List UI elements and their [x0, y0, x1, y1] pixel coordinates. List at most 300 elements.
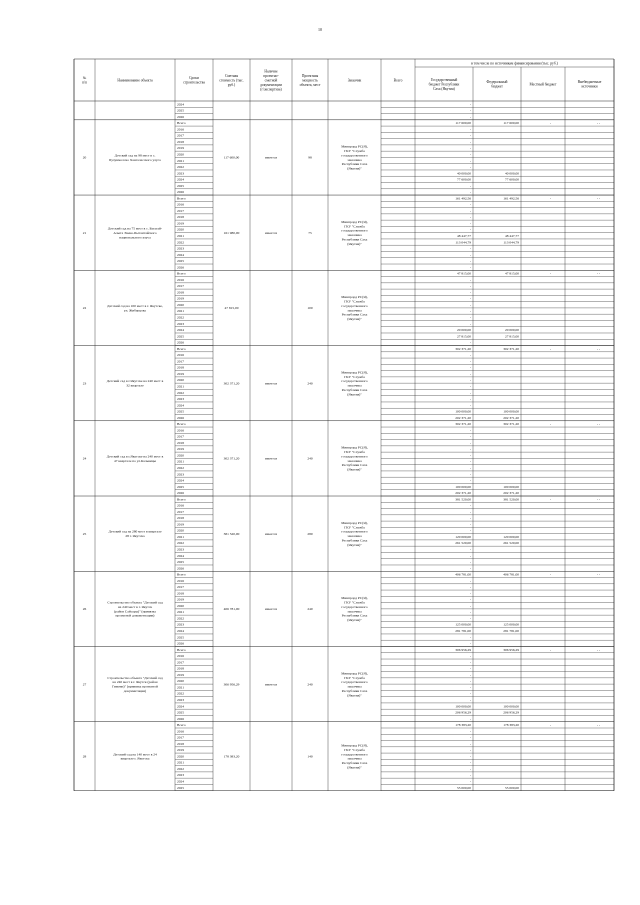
project-name: проектной документации): [115, 613, 155, 618]
year-cell: 2025: [177, 108, 184, 113]
year-cell: 2017: [177, 585, 184, 590]
project-name: Строительство объекта "Детский сад: [107, 675, 163, 680]
project-name: Детский сад на 280 мест в квартале: [108, 529, 162, 534]
year-cell: 2020: [177, 453, 184, 458]
total-cell: -: [469, 440, 471, 445]
total-cell: 281 781,00: [455, 629, 471, 634]
project-customer: государственного: [341, 529, 368, 534]
total-cell: 47 815,00: [457, 271, 471, 276]
project-name: Детский сад на 140 мест в 24: [113, 752, 157, 757]
project-customer: ГКУ "Служба: [344, 675, 365, 680]
total-cell: -: [469, 547, 471, 552]
year-cell: 2025: [177, 484, 184, 489]
column-header: Наименование объекта: [117, 78, 153, 83]
project-capacity: 140: [307, 754, 313, 759]
year-cell: 2017: [177, 509, 184, 514]
year-cell: 2021: [177, 384, 184, 389]
year-cell: 2022: [177, 541, 184, 546]
year-cell: 2016: [177, 202, 184, 207]
total-cell: -: [469, 221, 471, 226]
total-cell: 113 044,79: [455, 240, 471, 245]
year-cell: 2026: [177, 716, 184, 721]
project-customer: Республики Саха: [341, 538, 368, 543]
year-cell: 2016: [177, 729, 184, 734]
total-cell: 27 815,00: [457, 334, 471, 339]
state-budget-cell: 113 044,79: [503, 240, 519, 245]
state-budget-cell: 206 956,29: [503, 710, 519, 715]
year-cell: Всего: [177, 723, 186, 728]
year-cell: 2026: [177, 566, 184, 571]
project-customer: Минпрорд РС(Я),: [341, 295, 368, 300]
column-header: строительства: [183, 80, 205, 85]
year-cell: 2023: [177, 697, 184, 702]
project-name: 47 квартале по ул.Кальвицы: [114, 458, 156, 463]
total-cell: -: [469, 666, 471, 671]
federal-budget-cell: -: [549, 647, 551, 652]
total-cell: -: [469, 114, 471, 119]
federal-budget-cell: -: [549, 572, 551, 577]
project-customer: Республики Саха: [341, 613, 368, 618]
total-cell: -: [469, 390, 471, 395]
column-header: №: [82, 76, 87, 81]
year-cell: 2018: [177, 365, 184, 370]
total-cell: -: [469, 428, 471, 433]
project-customer: заказчика: [347, 684, 362, 689]
year-cell: 2024: [177, 779, 184, 784]
total-cell: -: [469, 202, 471, 207]
project-customer: ГКУ "Служба: [344, 450, 365, 455]
project-number: 21: [82, 230, 87, 235]
year-cell: 2019: [177, 672, 184, 677]
total-cell: -: [469, 127, 471, 132]
project-customer: ГКУ "Служба: [344, 747, 365, 752]
total-cell: -: [469, 403, 471, 408]
project-name: Строительство объекта "Детский сад: [107, 600, 163, 605]
total-cell: -: [469, 453, 471, 458]
project-name: Булунмолочо Хангаласского улуса: [109, 157, 161, 162]
total-cell: 161 492,56: [455, 196, 471, 201]
column-header: Саха (Якутия): [433, 86, 455, 91]
total-cell: -: [469, 773, 471, 778]
year-cell: 2022: [177, 315, 184, 320]
year-cell: 2023: [177, 246, 184, 251]
project-cost: 161 980,00: [223, 230, 240, 235]
year-cell: 2017: [177, 660, 184, 665]
total-cell: -: [469, 553, 471, 558]
total-cell: -: [469, 315, 471, 320]
total-cell: -: [469, 528, 471, 533]
total-cell: -: [469, 748, 471, 753]
year-cell: 2018: [177, 591, 184, 596]
total-cell: -: [469, 365, 471, 370]
total-cell: -: [469, 610, 471, 615]
total-cell: -: [469, 729, 471, 734]
year-cell: 2024: [177, 704, 184, 709]
total-cell: 100 000,00: [455, 704, 471, 709]
project-name: Детский сад на 75 мест в с. Батагай-: [107, 226, 163, 231]
total-cell: -: [469, 359, 471, 364]
extrabudget-cell: -: [596, 647, 598, 652]
total-cell: -: [469, 760, 471, 765]
total-cell: -: [469, 603, 471, 608]
year-cell: 2020: [177, 152, 184, 157]
project-cost: 302 371,20: [223, 381, 240, 386]
year-cell: 2024: [177, 553, 184, 558]
project-customer: государственного: [341, 228, 368, 233]
total-cell: -: [469, 252, 471, 257]
year-cell: 2026: [177, 340, 184, 345]
year-cell: 2023: [177, 397, 184, 402]
project-customer: (Якутия)": [347, 241, 362, 246]
project-docs: имеется: [265, 531, 277, 536]
total-cell: -: [469, 447, 471, 452]
state-budget-cell: 161 492,56: [503, 196, 519, 201]
year-cell: 2025: [177, 334, 184, 339]
total-cell: -: [469, 158, 471, 163]
year-cell: 2016: [177, 428, 184, 433]
column-header: Внебюджетные: [577, 80, 602, 85]
column-header: Государственный: [430, 77, 458, 82]
year-cell: 2022: [177, 390, 184, 395]
total-cell: -: [469, 716, 471, 721]
year-cell: 2021: [177, 158, 184, 163]
project-customer: заказчика: [347, 609, 362, 614]
local-budget-cell: -: [598, 422, 600, 427]
total-cell: -: [469, 384, 471, 389]
project-customer: Минпрорд РС(Я),: [341, 219, 368, 224]
project-docs: имеется: [265, 607, 277, 612]
project-customer: Минпрорд РС(Я),: [341, 370, 368, 375]
project-customer: (Якутия)": [347, 693, 362, 698]
year-cell: 2017: [177, 133, 184, 138]
total-cell: 206 956,29: [455, 710, 471, 715]
year-cell: 2024: [177, 403, 184, 408]
project-customer: Минпрорд РС(Я),: [341, 743, 368, 748]
project-cost: 117 600,00: [223, 155, 240, 160]
year-cell: 2022: [177, 691, 184, 696]
project-customer: (Якутия)": [347, 467, 362, 472]
local-budget-cell: -: [598, 346, 600, 351]
column-header: документации: [260, 82, 282, 87]
year-cell: 2021: [177, 309, 184, 314]
year-cell: 2019: [177, 748, 184, 753]
year-cell: 2026: [177, 491, 184, 496]
total-cell: -: [469, 321, 471, 326]
project-number: 23: [82, 381, 87, 386]
total-cell: 77 600,00: [457, 177, 471, 182]
project-customer: государственного: [341, 604, 368, 609]
project-capacity: 240: [307, 607, 313, 612]
year-cell: 2016: [177, 127, 184, 132]
year-cell: 2022: [177, 766, 184, 771]
state-budget-cell: 281 781,00: [503, 629, 519, 634]
project-name: ул. Жиберцова: [124, 308, 146, 313]
project-name: на 240 мест в г. Якутск: [117, 604, 153, 609]
project-customer: (Якутия)": [347, 765, 362, 770]
local-budget-cell: -: [598, 497, 600, 502]
state-budget-cell: 202 371,20: [503, 491, 519, 496]
federal-budget-cell: -: [549, 121, 551, 126]
year-cell: 2025: [177, 259, 184, 264]
total-cell: -: [469, 560, 471, 565]
project-customer: ГКУ "Служба: [344, 374, 365, 379]
total-cell: -: [469, 672, 471, 677]
project-customer: заказчика: [347, 157, 362, 162]
year-cell: Всего: [177, 196, 186, 201]
project-cost: 406 781,00: [223, 607, 240, 612]
total-cell: -: [469, 309, 471, 314]
project-customer: Республики Саха: [341, 387, 368, 392]
year-cell: 2026: [177, 190, 184, 195]
state-budget-cell: 47 815,00: [505, 271, 519, 276]
project-customer: (Якутия)": [347, 392, 362, 397]
state-budget-cell: 100 000,00: [503, 409, 519, 414]
total-cell: -: [469, 108, 471, 113]
project-customer: Республики Саха: [341, 162, 368, 167]
total-cell: -: [469, 465, 471, 470]
year-cell: 2023: [177, 773, 184, 778]
project-customer: Минпрорд РС(Я),: [341, 520, 368, 525]
project-name: Гимеин)" (привязка проектной: [112, 684, 158, 689]
total-cell: -: [469, 691, 471, 696]
total-cell: 100 000,00: [455, 484, 471, 489]
total-cell: 120 000,00: [455, 534, 471, 539]
year-cell: 2023: [177, 472, 184, 477]
total-cell: -: [469, 146, 471, 151]
project-docs: имеется: [265, 230, 277, 235]
federal-budget-cell: -: [549, 346, 551, 351]
project-customer: государственного: [341, 680, 368, 685]
project-customer: ГКУ "Служба: [344, 299, 365, 304]
year-cell: 2017: [177, 359, 184, 364]
total-cell: -: [469, 290, 471, 295]
total-cell: -: [469, 779, 471, 784]
column-header: Федеральный: [486, 80, 508, 85]
year-cell: 2024: [177, 328, 184, 333]
year-cell: 2024: [177, 102, 184, 107]
state-budget-cell: 100 000,00: [503, 704, 519, 709]
federal-budget-cell: -: [549, 196, 551, 201]
total-cell: 302 371,20: [455, 346, 471, 351]
state-budget-cell: 27 815,00: [505, 334, 519, 339]
year-cell: 2023: [177, 622, 184, 627]
project-name: национального улуса: [119, 235, 151, 240]
total-cell: -: [469, 296, 471, 301]
project-customer: Минпрорд РС(Я),: [341, 445, 368, 450]
project-cost: 306 956,29: [223, 682, 240, 687]
extrabudget-cell: -: [596, 346, 598, 351]
project-name: на 240 мест в г. Якутск (район: [112, 680, 158, 685]
state-budget-cell: 302 371,20: [503, 346, 519, 351]
column-header: (г/экспертиза): [260, 87, 282, 92]
year-cell: 2025: [177, 635, 184, 640]
column-header: проектно-: [263, 73, 279, 78]
column-header: мощность: [302, 78, 318, 83]
total-cell: -: [469, 208, 471, 213]
total-cell: -: [469, 660, 471, 665]
project-customer: ГКУ "Служба: [344, 149, 365, 154]
total-cell: -: [469, 578, 471, 583]
total-cell: -: [469, 591, 471, 596]
total-cell: -: [469, 509, 471, 514]
total-cell: -: [469, 685, 471, 690]
project-capacity: 240: [307, 456, 313, 461]
project-customer: ГКУ "Служба: [344, 224, 365, 229]
project-customer: заказчика: [347, 756, 362, 761]
year-cell: 2022: [177, 465, 184, 470]
total-cell: -: [469, 741, 471, 746]
year-cell: 2016: [177, 353, 184, 358]
total-cell: 48 447,77: [457, 234, 471, 239]
year-cell: 2016: [177, 503, 184, 508]
year-cell: 2019: [177, 146, 184, 151]
total-cell: -: [469, 679, 471, 684]
project-number: 26: [82, 607, 87, 612]
year-cell: 2019: [177, 597, 184, 602]
column-header: стоимость (тыс.: [219, 78, 244, 83]
year-cell: Всего: [177, 422, 186, 427]
year-cell: 2016: [177, 277, 184, 282]
year-cell: 2024: [177, 177, 184, 182]
total-cell: 117 600,00: [455, 121, 471, 126]
total-cell: -: [469, 133, 471, 138]
year-cell: 2019: [177, 296, 184, 301]
year-cell: 2017: [177, 735, 184, 740]
header-group-caption: в том числе по источникам финансирования (тыс. руб.): [471, 61, 558, 66]
year-cell: 2018: [177, 290, 184, 295]
project-customer: ГКУ "Служба: [344, 525, 365, 530]
year-cell: 2017: [177, 208, 184, 213]
total-cell: 302 371,20: [455, 422, 471, 427]
project-cost: 47 815,00: [224, 306, 239, 311]
project-number: 22: [82, 306, 87, 311]
project-customer: (Якутия)": [347, 166, 362, 171]
project-customer: Республики Саха: [341, 237, 368, 242]
project-name: Детский сад в г.Якутске на 240 мест в: [106, 379, 164, 384]
project-capacity: 280: [307, 531, 313, 536]
year-cell: 2021: [177, 534, 184, 539]
total-cell: -: [469, 302, 471, 307]
total-cell: -: [469, 472, 471, 477]
total-cell: -: [469, 378, 471, 383]
total-cell: -: [469, 152, 471, 157]
year-cell: 2024: [177, 478, 184, 483]
project-customer: ГКУ "Служба: [344, 600, 365, 605]
project-customer: заказчика: [347, 308, 362, 313]
project-name: Алыта Эвено-Бытантайского: [113, 230, 157, 235]
total-cell: -: [469, 641, 471, 646]
total-cell: -: [469, 102, 471, 107]
year-cell: 2022: [177, 240, 184, 245]
project-cost: 302 371,20: [223, 456, 240, 461]
year-cell: 2018: [177, 440, 184, 445]
state-budget-cell: 20 000,00: [505, 328, 519, 333]
extrabudget-cell: -: [596, 497, 598, 502]
total-cell: -: [469, 371, 471, 376]
state-budget-cell: 381 520,00: [503, 497, 519, 502]
year-cell: 2018: [177, 215, 184, 220]
year-cell: 2022: [177, 616, 184, 621]
project-customer: Республики Саха: [341, 463, 368, 468]
state-budget-cell: 117 600,00: [503, 121, 519, 126]
total-cell: 20 000,00: [457, 328, 471, 333]
year-cell: 2025: [177, 785, 184, 790]
year-cell: 2020: [177, 528, 184, 533]
project-customer: Минпрорд РС(Я),: [341, 144, 368, 149]
project-docs: имеется: [265, 682, 277, 687]
total-cell: -: [469, 635, 471, 640]
year-cell: 2016: [177, 578, 184, 583]
project-docs: имеется: [265, 381, 277, 386]
year-cell: 2017: [177, 434, 184, 439]
year-cell: Всего: [177, 346, 186, 351]
year-cell: 2019: [177, 221, 184, 226]
year-cell: 2025: [177, 560, 184, 565]
federal-budget-cell: -: [549, 497, 551, 502]
project-name: документации): [123, 688, 147, 693]
total-cell: -: [469, 616, 471, 621]
year-cell: 2018: [177, 516, 184, 521]
total-cell: -: [469, 597, 471, 602]
project-name: 32 квартале: [126, 383, 144, 388]
year-cell: 2017: [177, 284, 184, 289]
year-cell: 2020: [177, 227, 184, 232]
state-budget-cell: 125 000,00: [503, 622, 519, 627]
total-cell: -: [469, 340, 471, 345]
year-cell: 2020: [177, 302, 184, 307]
year-cell: 2026: [177, 265, 184, 270]
total-cell: -: [469, 227, 471, 232]
year-cell: 2016: [177, 654, 184, 659]
state-budget-cell: 406 781,00: [503, 572, 519, 577]
project-cost: 178 383,20: [223, 754, 240, 759]
year-cell: 2019: [177, 371, 184, 376]
project-customer: Минпрорд РС(Я),: [341, 596, 368, 601]
year-cell: 2020: [177, 754, 184, 759]
column-header: Всего: [393, 78, 403, 83]
extrabudget-cell: -: [596, 723, 598, 728]
total-cell: -: [469, 585, 471, 590]
year-cell: 2021: [177, 685, 184, 690]
total-cell: -: [469, 522, 471, 527]
total-cell: -: [469, 259, 471, 264]
local-budget-cell: -: [598, 121, 600, 126]
year-cell: 2019: [177, 447, 184, 452]
project-name: 28 г. Якутска: [125, 534, 145, 539]
total-cell: -: [469, 215, 471, 220]
project-capacity: 75: [308, 230, 312, 235]
column-header: сметной: [264, 78, 278, 83]
project-capacity: 240: [307, 381, 313, 386]
column-header: п/п: [82, 80, 87, 85]
project-name: Детский сад в г.Якутске на 240 мест в: [106, 454, 164, 459]
column-header: бюджет: [491, 84, 503, 89]
column-header: руб.): [227, 82, 236, 87]
column-header: Сметная: [224, 73, 239, 78]
project-customer: Республики Саха: [341, 761, 368, 766]
project-customer: Республики Саха: [341, 688, 368, 693]
project-customer: Минпрорд РС(Я),: [341, 671, 368, 676]
year-cell: 2024: [177, 252, 184, 257]
state-budget-cell: 40 000,00: [505, 171, 519, 176]
year-cell: 2023: [177, 547, 184, 552]
local-budget-cell: -: [598, 196, 600, 201]
total-cell: -: [469, 754, 471, 759]
column-header: бюджет Республики: [428, 82, 460, 87]
total-cell: -: [469, 265, 471, 270]
project-customer: государственного: [341, 454, 368, 459]
year-cell: Всего: [177, 572, 186, 577]
